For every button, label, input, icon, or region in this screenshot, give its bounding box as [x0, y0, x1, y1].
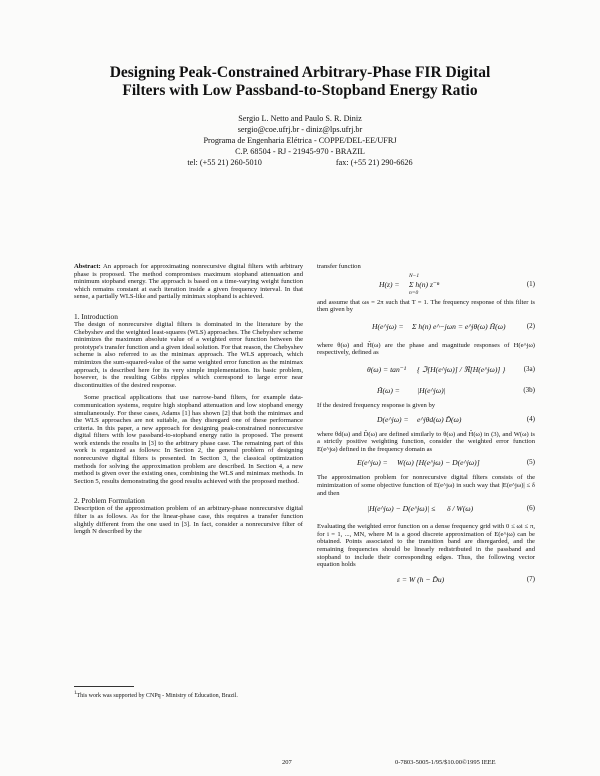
abstract — [74, 263, 303, 301]
transfer-function-intro: transfer function — [317, 263, 361, 270]
section-2-paragraph-1: Description of the approximation problem of an arbitrary-phase nonrecursive digital filter is as follows. As for the linear-phase case, this requires a transfer function slightly different from the one used in [3]. In fact, consider a nonrecursive filter of length N described by the — [74, 505, 303, 536]
author-affiliation: Programa de Engenharia Elétrica - COPPE/DEL-EE/UFRJ — [203, 136, 397, 145]
paragraph-evaluation: Evaluating the weighted error function on a dense frequency grid with 0 ≤ ωi ≤ π, for i = 1, ..., MN, where M is a good discrete approximation of E(e^jω) can be obtained. Points associated to the transition band are disregarded, and the remaining frequencies should be linearly redistributed in the passband and stopband to include their corresponding edges. Thus, the following vector equation holds — [317, 523, 535, 569]
equation-1-sum-bottom: n=0 — [409, 289, 419, 296]
author-emails: sergio@coe.ufrj.br - diniz@lps.ufrj.br — [237, 125, 363, 134]
equation-6 — [317, 501, 535, 519]
paper-title-line-1: Designing Peak-Constrained Arbitrary-Phase FIR Digital — [109, 64, 491, 81]
equation-1-lhs: H(z) = — [379, 279, 400, 289]
equation-5-rhs: W(ω) [H(e^jω) − D(e^jω)] — [397, 458, 480, 468]
equation-1-sum-top: N−1 — [409, 272, 420, 279]
footnote-rule — [74, 686, 134, 687]
equation-2-lhs: H(e^jω) = — [372, 321, 404, 331]
equation-3b — [317, 385, 535, 398]
equation-6-rhs: δ / W(ω) — [447, 504, 474, 514]
equation-4-rhs: e^jθd(ω) D̃(ω) — [417, 414, 462, 424]
author-contact — [0, 157, 600, 168]
paragraph-after-eq4: where θd(ω) and D̃(ω) are defined similarly to θ(ω) and H̃(ω) in (3), and W(ω) is a strictly positive weighting function, consider the weighted error function E(e^jω) defined in the frequency domain as — [317, 430, 535, 453]
equation-2 — [317, 317, 535, 339]
equation-3a-rhs: { ℑ[H(e^jω)] / ℜ[H(e^jω)] } — [417, 364, 506, 374]
equation-6-lhs: |H(e^jω) − D(e^jω)| ≤ — [367, 504, 436, 514]
equation-3b-lhs: H̃(ω) = — [377, 385, 400, 395]
footnote: $^1$This work was supported by CNPq - Ministry of Education, Brazil. — [74, 691, 238, 699]
equation-3b-number: (3b) — [523, 385, 535, 394]
right-column — [317, 263, 535, 592]
author-tel: tel: (+55 21) 260-5010 — [187, 158, 262, 167]
equation-1-rhs: Σ h(n) z⁻ⁿ — [409, 279, 440, 289]
copyright-isbn: 0-7803-5005-1/95/$10.00©1995 IEEE — [395, 759, 496, 766]
equation-5-number: (5) — [526, 458, 535, 467]
equation-3b-rhs: |H(e^jω)| — [417, 385, 446, 395]
paragraph-after-eq1: and assume that ωs = 2π such that T = 1. The frequency response of this filter is then given by — [317, 298, 535, 314]
paper-title — [0, 64, 600, 100]
left-column — [74, 263, 303, 536]
equation-4-number: (4) — [526, 414, 535, 423]
author-fax: fax: (+55 21) 290-6626 — [335, 158, 413, 167]
section-1-paragraph-1: The design of nonrecursive digital filters is dominated in the literature by the Chebyshev and the weighted least-squares (WLS) approaches. The Chebyshev scheme minimizes the maximum absolute value of a weighted error function between the prototype's transfer function and a given ideal solution. For that reason, the Chebyshev scheme is also referred to as the minimax approach. The WLS approach, which minimizes the sum-squared-value of the same weighted error function as the minimax approach, is described here for its very simple implementation. Its basic problem, however, is the resulting Gibbs ripples which correspond to large error near discontinuities of the desired response. — [74, 320, 303, 389]
equation-6-number: (6) — [526, 504, 535, 513]
author-names: Sergio L. Netto and Paulo S. R. Diniz — [238, 114, 362, 123]
equation-3a-number: (3a) — [523, 364, 535, 373]
equation-7-number: (7) — [526, 574, 535, 583]
section-1-paragraph-2: Some practical applications that use narrow-band filters, for example data-communication systems, require high stopband attenuation and low stopband energy simultaneously. For these cases, Adams [1] has shown [2] that both the minimax and the WLS approaches are not suitable, as they disregard one of these performance criteria. In this paper, a new approach for designing peak-constrained nonrecursive digital filters with low passband-to-stopband energy ratio is proposed. The present work extends the results in [3] to the arbitrary phase case. The remaining part of this work is organized as follows: In Section 2, the general problem of designing nonrecursive digital filters is presented. In Section 3, the classical optimization methods for solving the approximation problem are described. In Section 4, a new method is given over the existing ones, combining the WLS and minimax methods. In Section 5, results demonstrating the good results achieved with the proposed method. — [74, 394, 303, 485]
equation-7 — [317, 573, 535, 588]
equation-2-number: (2) — [526, 321, 535, 330]
author-address: C.P. 68504 - RJ - 21945-970 - BRAZIL — [235, 147, 365, 156]
equation-2-rhs: Σ h(n) e^−jωn = e^jθ(ω) H̃(ω) — [412, 321, 506, 331]
abstract-text: An approach for approximating nonrecursive digital filters with arbitrary phase is proposed. The method compromises maximum stopband attenuation and minimum stopband energy. The approach is based on a time-varying weight function which remains constant at each iteration inside a given frequency interval. In that sense, a partially WLS-like and partially minimax stopband is achieved. — [74, 263, 303, 301]
paragraph-desired-response: If the desired frequency response is given by — [317, 401, 436, 409]
equation-7-body: ε = W (h − D̃u) — [397, 574, 445, 584]
section-1-heading: 1. Introduction — [74, 311, 118, 321]
page-number: 207 — [282, 759, 292, 766]
author-block — [0, 113, 600, 168]
equation-1-number: (1) — [526, 279, 535, 288]
paragraph-after-eq5: The approximation problem for nonrecursive digital filters consists of the minimization of some objective function of E(e^jω) in such way that |E(e^jω)| ≤ δ and then — [317, 474, 535, 497]
equation-5-lhs: E(e^jω) = — [357, 458, 388, 468]
section-2-heading: 2. Problem Formulation — [74, 496, 145, 506]
equation-5 — [317, 456, 535, 471]
paragraph-after-eq2: where θ(ω) and H̃(ω) are the phase and magnitude responses of H(e^jω) respectively, defined as — [317, 341, 535, 357]
equation-3a-lhs: θ(ω) = tan⁻¹ — [367, 364, 407, 374]
paper-title-line-2: Filters with Low Passband-to-Stopband Energy Ratio — [122, 82, 478, 99]
equation-3a — [317, 360, 535, 382]
abstract-label: Abstract: — [74, 263, 101, 270]
equation-4-lhs: D(e^jω) = — [377, 414, 409, 424]
footnote-text: This work was supported by CNPq - Ministry of Education, Brazil. — [76, 693, 238, 699]
equation-1 — [317, 273, 535, 297]
equation-4 — [317, 413, 535, 428]
